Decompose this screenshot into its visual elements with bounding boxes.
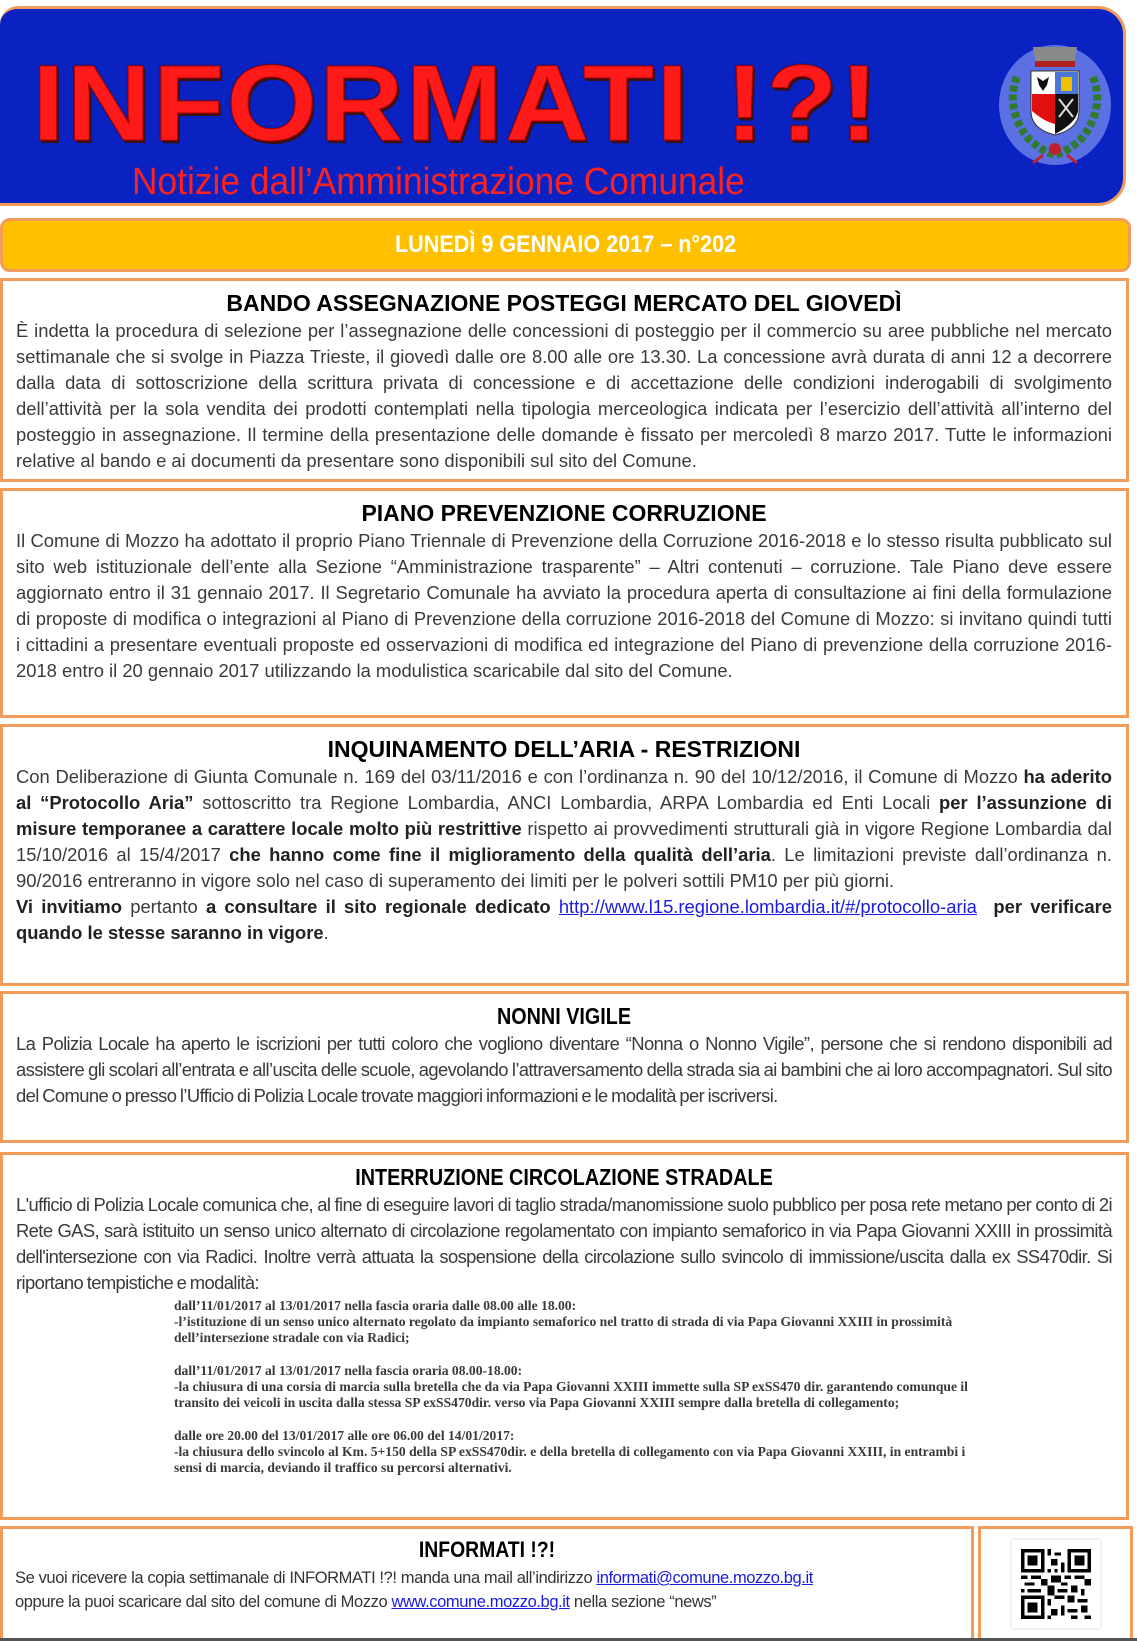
article-body: Il Comune di Mozzo ha adottato il proprio Piano Triennale di Prevenzione della Corruzione 2016-2018 e lo stesso risulta pubblicato sul sito web istituzionale dell’ente alla Sezione “Amministrazione trasparente” – Altri contenuti – corruzione. Tale Piano deve essere aggiornato entro il 31 gennaio 2017. Il Segretario Comunale ha avviato la procedura aperta di consultazione ai fini della formulazione di proposte di modifica o integrazioni al Piano di Prevenzione della corruzione 2016-2018 del Comune di Mozzo: si invitano quindi tutti i cittadini a presentare eventuali proposte ed osservazioni di modifica ed integrazione del Piano di prevenzione della corruzione 2016-2018 entro il 20 gennaio 2017 utilizzando la modulistica scaricabile dal sito del Comune. bbox=[16, 530, 1112, 681]
article-title: INQUINAMENTO DELL’ARIA - RESTRIZIONI bbox=[327, 736, 801, 762]
article-body: Con Deliberazione di Giunta Comunale n. 169 del 03/11/2016 e con l’ordinanza n. 90 del 10/12/2016, il Comune di Mozzo ha aderito al “Protocollo Aria” sottoscritto tra Regione Lombardia, ANCI Lombardia, ARPA Lombardia ed Enti Locali per l’assunzione di misure temporanee a carattere locale molto più restrittive rispetto ai provvedimenti strutturali già in vigore Regione Lombardia dal 15/10/2016 al 15/4/2017 che hanno come fine il miglioramento della qualità dell’aria. Le limitazioni previste dall’ordinanza n. 90/2016 entreranno in vigore solo nel caso di superamento dei limiti per le polveri sottili PM10 per più giorni. Vi invitiamo pertanto a consultare il sito regionale dedicato http://www.l15.regione.lombardia.it/#/protocollo-aria per verificare quando le stesse saranno in vigore. bbox=[16, 766, 1112, 943]
masthead-title: INFORMATI !?! bbox=[32, 42, 881, 163]
subscribe-footer bbox=[0, 1526, 974, 1641]
masthead-banner bbox=[0, 6, 1126, 206]
qr-code-icon[interactable] bbox=[1012, 1540, 1100, 1628]
article-body: L'ufficio di Polizia Locale comunica che, al fine di eseguire lavori di taglio strada/manomissione suolo pubblico per posa rete metano per conto di 2i Rete GAS, sarà istituito un senso unico alternato di circolazione regolamentato con impianto semaforico in via Papa Giovanni XXIII in prossimità dell'intersezione con via Radici. Inoltre verrà attuata la sospensione della circolazione sullo svincolo di immissione/uscita dalla ex SS470dir. Si riportano tempistiche e modalità: bbox=[16, 1194, 1112, 1293]
footer-title: INFORMATI !?! bbox=[418, 1537, 556, 1562]
footer-line-1: Se vuoi ricevere la copia settimanale di INFORMATI !?! manda una mail all’indirizzo informati@comune.mozzo.bg.it bbox=[15, 1569, 813, 1587]
article-title: PIANO PREVENZIONE CORRUZIONE bbox=[361, 500, 767, 526]
article-interruzione-circolazione bbox=[0, 1152, 1129, 1520]
protocollo-aria-link[interactable]: http://www.l15.regione.lombardia.it/#/protocollo-aria bbox=[558, 896, 977, 917]
email-link[interactable]: informati@comune.mozzo.bg.it bbox=[596, 1569, 813, 1587]
article-nonni-vigile bbox=[0, 991, 1129, 1143]
issue-date-bar bbox=[0, 218, 1131, 272]
comune-crest-icon bbox=[995, 37, 1115, 167]
issue-date: LUNEDÌ 9 GENNAIO 2017 – n°202 bbox=[394, 231, 737, 258]
article-body: È indetta la procedura di selezione per l’assegnazione delle concessioni di posteggio per il commercio su aree pubbliche nel mercato settimanale che si svolge in Piazza Trieste, il giovedì dalle ore 8.00 alle ore 13.30. La concessione avrà durata di anni 12 a decorrere dalla data di sottoscrizione della scrittura privata di concessione e di accettazione delle condizioni inderogabili di svolgimento dell’attività per la sola vendita dei prodotti contemplati nella tipologia merceologica indicata per l’esercizio dell’attività all’interno del posteggio in assegnazione. Il termine della presentazione delle domande è fissato per mercoledì 8 marzo 2017. Tutte le informazioni relative al bando e ai documenti da presentare sono disponibili sul sito del Comune. bbox=[16, 320, 1112, 471]
ordinance-excerpt: dall’11/01/2017 al 13/01/2017 nella fascia oraria dalle 08.00 alle 18.00: -l’istituzione di un senso unico alternato regolato da impianto semaforico nel tratto di strada di via Papa Giovanni XXIII in prossimità dell’intersezione stradale con via Radici; dall’11/01/2017 al 13/01/2017 nella fascia oraria 08.00-18.00: -la chiusura di una corsia di marcia sulla bretella che da via Papa Giovanni XXIII immette sulla SP exSS470 dir. garantendo comunque il transito dei veicoli in uscita dalla stessa SP exSS470dir. verso via Papa Giovanni XXIII sempre dalla bretella di collegamento; dalle ore 20.00 del 13/01/2017 alle ore 06.00 del 14/01/2017: -la chiusura dello svincolo al Km. 5+150 della SP exSS470dir. e della bretella di collegamento con via Papa Giovanni XXIII, in entrambi i sensi di marcia, deviando il traffico su percorsi alternativi. bbox=[174, 1298, 968, 1475]
article-piano-corruzione bbox=[0, 488, 1129, 718]
article-bando-posteggi bbox=[0, 278, 1129, 482]
website-link[interactable]: www.comune.mozzo.bg.it bbox=[391, 1593, 570, 1611]
masthead-subtitle: Notizie dall’Amministrazione Comunale bbox=[132, 161, 745, 203]
article-body: La Polizia Locale ha aperto le iscrizioni per tutti coloro che vogliono diventare “Nonna o Nonno Vigile”, persone che si rendono disponibili ad assistere gli scolari all’entrata e all’uscita delle scuole, agevolando l’attraversamento della strada sia ai bambini che ai loro accompagnatori. Sul sito del Comune o presso l’Ufficio di Polizia Locale trovate maggiori informazioni e le modalità per iscriversi. bbox=[16, 1033, 1112, 1106]
article-title: NONNI VIGILE bbox=[496, 1003, 632, 1029]
article-inquinamento-aria bbox=[0, 724, 1129, 986]
footer-line-2: oppure la puoi scaricare dal sito del comune di Mozzo www.comune.mozzo.bg.it nella sezione “news” bbox=[15, 1593, 717, 1611]
article-title: INTERRUZIONE CIRCOLAZIONE STRADALE bbox=[355, 1164, 773, 1190]
qr-code-panel bbox=[978, 1526, 1133, 1641]
article-title: BANDO ASSEGNAZIONE POSTEGGI MERCATO DEL GIOVEDÌ bbox=[226, 290, 902, 316]
